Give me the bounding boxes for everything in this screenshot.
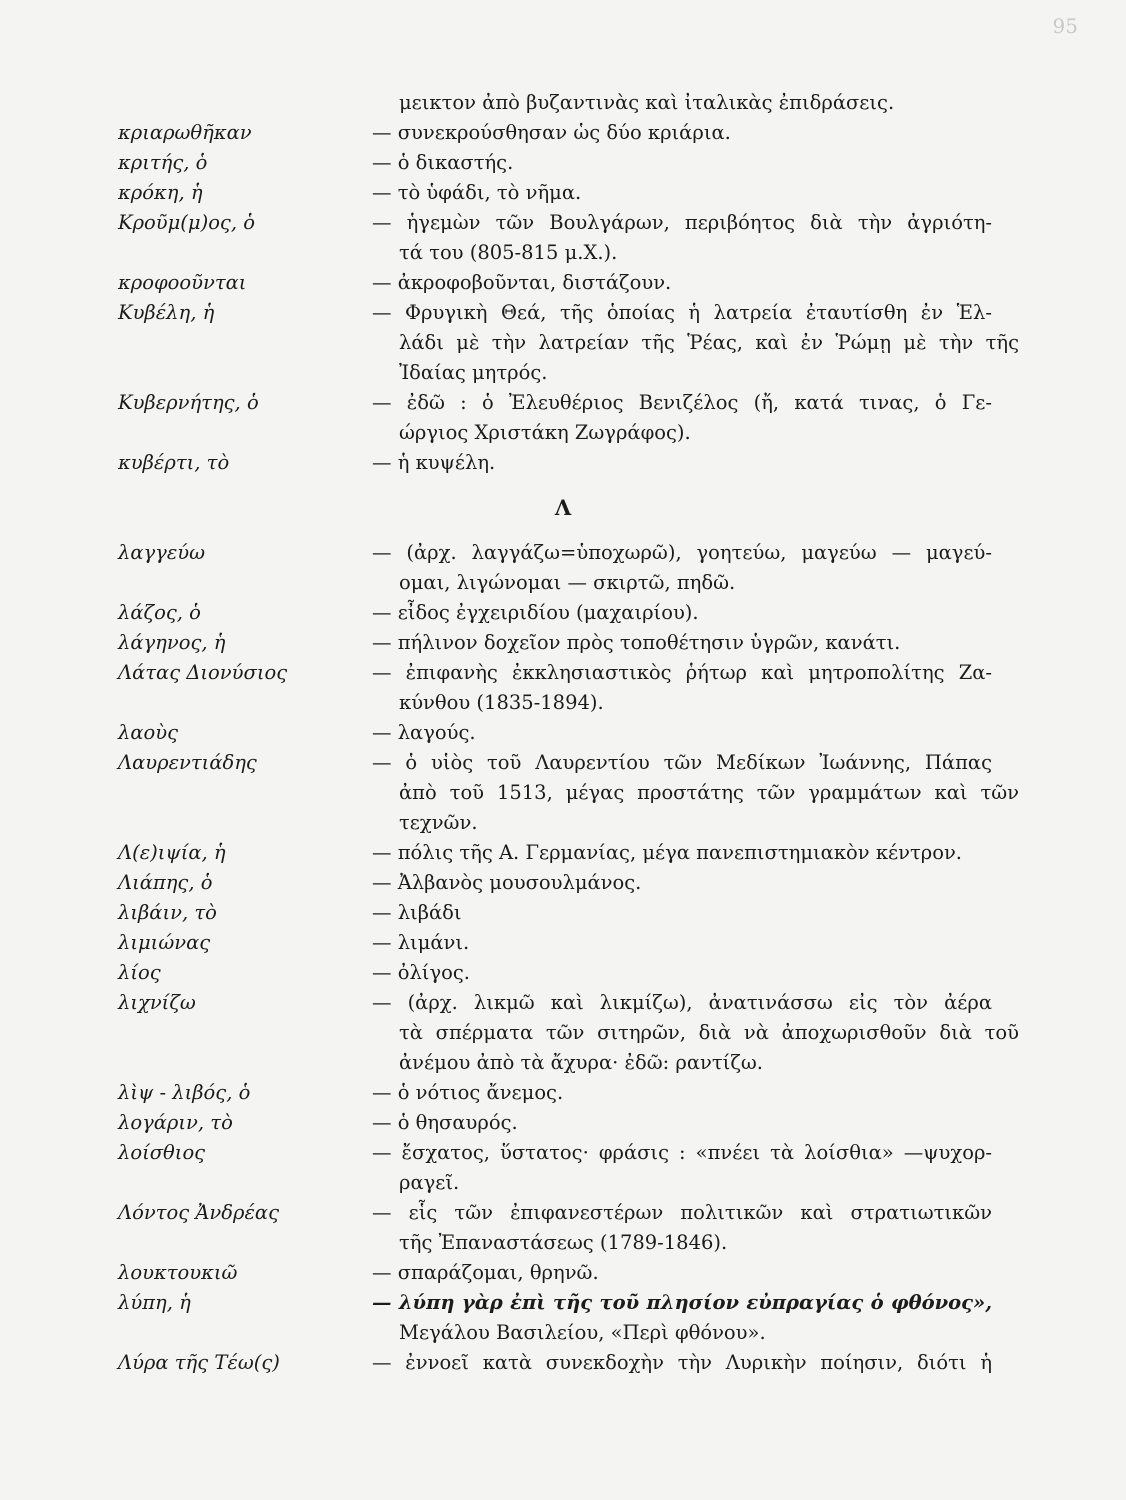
- glossary-definition: — ὁ υἱὸς τοῦ Λαυρεντίου τῶν Μεδίκων Ἰωάννης, Πάπας: [372, 751, 992, 774]
- glossary-line: [0, 538, 1126, 568]
- glossary-definition: — ἀκροφοβοῦνται, διστάζουν.: [372, 271, 672, 294]
- glossary-definition: — λιμάνι.: [372, 931, 470, 954]
- glossary-term: λάζος, ὁ: [118, 601, 201, 624]
- glossary-line: [0, 328, 1126, 358]
- glossary-definition: τεχνῶν.: [399, 811, 478, 834]
- glossary-definition: τῆς Ἐπαναστάσεως (1789-1846).: [399, 1231, 728, 1254]
- glossary-definition: — ἐπιφανὴς ἐκκλησιαστικὸς ῥήτωρ καὶ μητροπολίτης Ζα-: [372, 661, 992, 684]
- glossary-term: λιβάιν, τὸ: [118, 901, 217, 924]
- glossary-term: Λιάπης, ὁ: [118, 871, 213, 894]
- glossary-term: λιμιώνας: [118, 931, 211, 954]
- glossary-line: [0, 658, 1126, 688]
- glossary-line: [0, 1288, 1126, 1318]
- glossary-definition: — εἶδος ἐγχειριδίου (μαχαιρίου).: [372, 601, 699, 624]
- glossary-line: [0, 148, 1126, 178]
- glossary-definition: — (ἀρχ. λαγγάζω=ὑποχωρῶ), γοητεύω, μαγεύω — μαγεύ-: [372, 541, 992, 564]
- glossary-term: λιχνίζω: [118, 991, 196, 1014]
- glossary-line: [0, 898, 1126, 928]
- glossary-definition: — λύπη γὰρ ἐπὶ τῆς τοῦ πλησίον εὐπραγίας ὁ φθόνος»,: [372, 1291, 992, 1314]
- glossary-line: [0, 598, 1126, 628]
- glossary-line: [0, 178, 1126, 208]
- glossary-definition: — ὁ δικαστής.: [372, 151, 514, 174]
- glossary-definition: κύνθου (1835-1894).: [399, 691, 604, 714]
- glossary-term: κυβέρτι, τὸ: [118, 451, 230, 474]
- glossary-line: [0, 1198, 1126, 1228]
- glossary-definition: — ἐννοεῖ κατὰ συνεκδοχὴν τὴν Λυρικὴν ποίησιν, διότι ἡ: [372, 1351, 992, 1374]
- glossary-definition: ομαι, λιγώνομαι — σκιρτῶ, πηδῶ.: [399, 571, 736, 594]
- glossary-term: λαγγεύω: [118, 541, 206, 564]
- section-letter-lambda: Λ: [554, 495, 572, 520]
- glossary-definition: — ὁ νότιος ἄνεμος.: [372, 1081, 564, 1104]
- glossary-term: Κυβερνήτης, ὁ: [118, 391, 259, 414]
- glossary-line: [0, 358, 1126, 388]
- glossary-definition: Ἰδαίας μητρός.: [399, 361, 548, 384]
- glossary-definition: — ὁ θησαυρός.: [372, 1111, 518, 1134]
- glossary-definition: — Ἀλβανὸς μουσουλμάνος.: [372, 871, 642, 894]
- glossary-line: [0, 958, 1126, 988]
- glossary-definition: τά του (805-815 μ.Χ.).: [399, 241, 618, 264]
- glossary-term: κρόκη, ἡ: [118, 181, 203, 204]
- glossary-line: [0, 448, 1126, 478]
- glossary-line: [0, 808, 1126, 838]
- glossary-line: [0, 88, 1126, 118]
- glossary-line: [0, 1078, 1126, 1108]
- glossary-line: [0, 1318, 1126, 1348]
- glossary-line: [0, 118, 1126, 148]
- glossary-definition: ώργιος Χριστάκη Ζωγράφος).: [399, 421, 691, 444]
- glossary-term: Λύρα τῆς Τέω(ς): [118, 1351, 280, 1374]
- glossary-line: [0, 418, 1126, 448]
- glossary-term: Λόντος Ἀνδρέας: [118, 1201, 280, 1224]
- glossary-line: [0, 1018, 1126, 1048]
- glossary-term: Λ(ε)ιψία, ἡ: [118, 841, 226, 864]
- glossary-definition: — Φρυγικὴ Θεά, τῆς ὁποίας ἡ λατρεία ἐταυτίσθη ἐν Ἑλ-: [372, 301, 992, 324]
- glossary-term: λουκτουκιῶ: [118, 1261, 238, 1284]
- glossary-line: [0, 208, 1126, 238]
- glossary-term: Κροῦμ(μ)ος, ὁ: [118, 211, 255, 234]
- glossary-term: Κυβέλη, ἡ: [118, 301, 215, 324]
- glossary-line: [0, 568, 1126, 598]
- glossary-term: κριτής, ὁ: [118, 151, 208, 174]
- glossary-definition: — λιβάδι: [372, 901, 462, 924]
- glossary-line: [0, 238, 1126, 268]
- glossary-line: [0, 268, 1126, 298]
- glossary-line: [0, 298, 1126, 328]
- glossary-definition: — ἡ κυψέλη.: [372, 451, 496, 474]
- glossary-definition: — τὸ ὑφάδι, τὸ νῆμα.: [372, 181, 582, 204]
- glossary-term: Λάτας Διονύσιος: [118, 661, 288, 684]
- glossary-line: [0, 1048, 1126, 1078]
- glossary-definition: λάδι μὲ τὴν λατρείαν τῆς Ῥέας, καὶ ἐν Ῥώμῃ μὲ τὴν τῆς: [399, 331, 1019, 354]
- glossary-line: [0, 1228, 1126, 1258]
- glossary-definition: τὰ σπέρματα τῶν σιτηρῶν, διὰ νὰ ἀποχωρισθοῦν διὰ τοῦ: [399, 1021, 1019, 1044]
- glossary-term: λύπη, ἡ: [118, 1291, 191, 1314]
- glossary-line: [0, 1258, 1126, 1288]
- glossary-definition: — ἐδῶ : ὁ Ἐλευθέριος Βενιζέλος (ἤ, κατά τινας, ὁ Γε-: [372, 391, 992, 414]
- glossary-line: [0, 868, 1126, 898]
- glossary-term: λάγηνος, ἡ: [118, 631, 226, 654]
- glossary-definition: — ὀλίγος.: [372, 961, 470, 984]
- glossary-line: [0, 628, 1126, 658]
- glossary-definition: — συνεκρούσθησαν ὡς δύο κριάρια.: [372, 121, 731, 144]
- glossary-line: [0, 1138, 1126, 1168]
- glossary-term: λίος: [118, 961, 161, 984]
- glossary-line: [0, 928, 1126, 958]
- glossary-definition: — πήλινον δοχεῖον πρὸς τοποθέτησιν ὑγρῶν, κανάτι.: [372, 631, 901, 654]
- glossary-line: [0, 988, 1126, 1018]
- glossary-definition: — λαγούς.: [372, 721, 476, 744]
- glossary-definition: — (ἀρχ. λικμῶ καὶ λικμίζω), ἀνατινάσσω εἰς τὸν ἀέρα: [372, 991, 992, 1014]
- page-number: 95: [1052, 14, 1078, 38]
- glossary-definition: ραγεῖ.: [399, 1171, 460, 1194]
- glossary-line: [0, 1108, 1126, 1138]
- glossary-line: [0, 688, 1126, 718]
- glossary-term: Λαυρεντιάδης: [118, 751, 257, 774]
- glossary-definition: — εἷς τῶν ἐπιφανεστέρων πολιτικῶν καὶ στρατιωτικῶν: [372, 1201, 992, 1224]
- glossary-definition: — ἔσχατος, ὕστατος· φράσις : «πνέει τὰ λοίσθια» —ψυχορ-: [372, 1141, 992, 1164]
- glossary-line: [0, 1348, 1126, 1378]
- glossary-line: [0, 748, 1126, 778]
- glossary-term: λοίσθιος: [118, 1141, 206, 1164]
- glossary-term: κριαρωθῆκαν: [118, 121, 252, 144]
- glossary-definition: Μεγάλου Βασιλείου, «Περὶ φθόνου».: [399, 1321, 766, 1344]
- glossary-definition: ἀνέμου ἀπὸ τὰ ἄχυρα· ἐδῶ: ραντίζω.: [399, 1051, 763, 1074]
- glossary-definition: — πόλις τῆς Α. Γερμανίας, μέγα πανεπιστημιακὸν κέντρον.: [372, 841, 963, 864]
- glossary-line: [0, 718, 1126, 748]
- glossary-term: λαοὺς: [118, 721, 179, 744]
- glossary-definition: ἀπὸ τοῦ 1513, μέγας προστάτης τῶν γραμμάτων καὶ τῶν: [399, 781, 1019, 804]
- glossary-line: [0, 388, 1126, 418]
- glossary-term: λογάριν, τὸ: [118, 1111, 233, 1134]
- glossary-line: [0, 778, 1126, 808]
- glossary-definition: — σπαράζομαι, θρηνῶ.: [372, 1261, 599, 1284]
- glossary-line: [0, 838, 1126, 868]
- glossary-term: λὶψ - λιβός, ὁ: [118, 1081, 251, 1104]
- glossary-definition: — ἡγεμὼν τῶν Βουλγάρων, περιβόητος διὰ τὴν ἀγριότη-: [372, 211, 992, 234]
- glossary-line: [0, 1168, 1126, 1198]
- glossary-term: κροφοοῦνται: [118, 271, 247, 294]
- glossary-definition: μεικτον ἀπὸ βυζαντινὰς καὶ ἰταλικὰς ἐπιδράσεις.: [399, 91, 895, 114]
